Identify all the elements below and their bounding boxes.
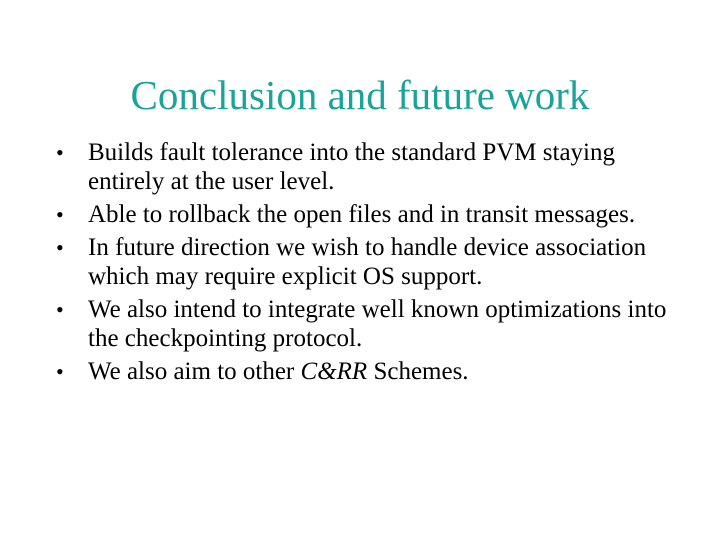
bullet-icon: • <box>56 235 64 260</box>
bullet-item <box>56 295 686 353</box>
bullet-text: Able to rollback the open files and in transit messages. <box>88 201 636 228</box>
bullet-text-before: We also aim to other <box>88 358 301 385</box>
bullet-item <box>56 233 686 291</box>
bullet-icon: • <box>56 359 64 384</box>
bullet-text-after: Schemes. <box>367 358 469 385</box>
bullet-item <box>56 357 686 386</box>
bullet-text: In future direction we wish to handle device association which may require explicit OS support. <box>88 234 647 290</box>
bullet-text <box>88 358 469 385</box>
bullet-text: Builds fault tolerance into the standard PVM staying entirely at the user level. <box>88 139 615 195</box>
bullet-item <box>56 138 686 196</box>
bullet-list <box>56 138 686 390</box>
slide-title: Conclusion and future work <box>130 72 590 118</box>
bullet-icon: • <box>56 202 64 227</box>
bullet-text-emphasis: C&RR <box>300 358 368 385</box>
bullet-icon: • <box>56 297 64 322</box>
bullet-item <box>56 200 686 229</box>
bullet-text: We also intend to integrate well known optimizations into the checkpointing protocol. <box>88 296 667 352</box>
bullet-icon: • <box>56 140 64 165</box>
